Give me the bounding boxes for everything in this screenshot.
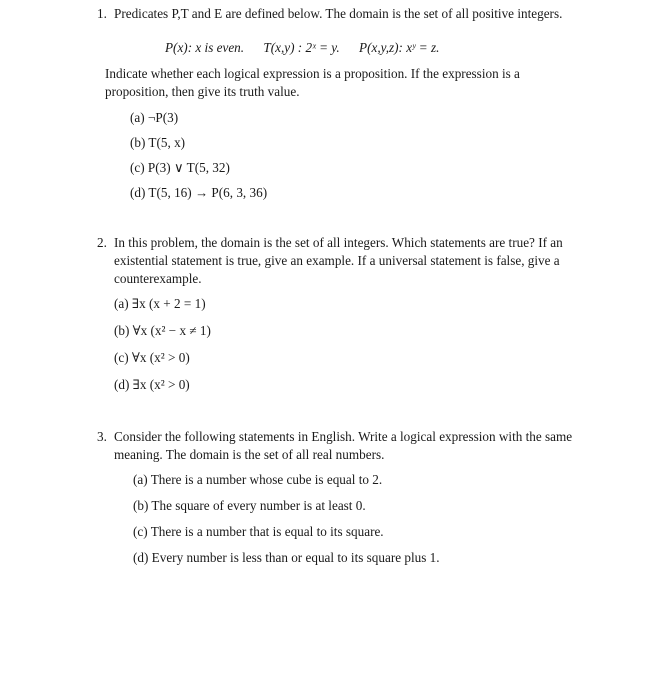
list-item: (a) ¬P(3) bbox=[130, 110, 179, 125]
list-item: (a) There is a number whose cube is equal to 2. bbox=[133, 472, 383, 487]
problem-intro: Consider the following statements in English. Write a logical expression with the same meaning. The domain is the set of all real numbers. bbox=[114, 429, 573, 462]
list-item: (c) P(3) ∨ T(5, 32) bbox=[130, 160, 230, 175]
list-item: (c) ∀x (x² > 0) bbox=[114, 350, 190, 365]
list-item: (c) There is a number that is equal to its square. bbox=[133, 524, 384, 539]
problem-number: 1. bbox=[97, 6, 107, 21]
list-item: (d) Every number is less than or equal to its square plus 1. bbox=[133, 550, 440, 565]
list-item: (b) ∀x (x² − x ≠ 1) bbox=[114, 323, 211, 338]
problem-number: 2. bbox=[97, 235, 107, 250]
problem-intro: Predicates P,T and E are defined below. The domain is the set of all positive integers. bbox=[114, 6, 563, 21]
list-item: (b) The square of every number is at least 0. bbox=[133, 498, 366, 513]
definition-p: P(x): x is even. bbox=[165, 40, 245, 55]
list-item: (b) T(5, x) bbox=[130, 135, 186, 150]
definition-p3: P(x,y,z): xʸ = z. bbox=[359, 40, 440, 55]
problem-number: 3. bbox=[97, 429, 107, 444]
list-item: (d) ∃x (x² > 0) bbox=[114, 377, 190, 392]
predicate-definitions bbox=[165, 39, 439, 57]
list-item: (a) ∃x (x + 2 = 1) bbox=[114, 296, 206, 311]
list-item: (d) T(5, 16) → P(6, 3, 36) bbox=[130, 185, 268, 200]
definition-t: T(x,y) : 2ˣ = y. bbox=[263, 40, 340, 55]
problem-instruction: Indicate whether each logical expression is a proposition. If the expression is a proposition, then give its truth value. bbox=[105, 66, 520, 99]
problem-intro: In this problem, the domain is the set of all integers. Which statements are true? If an existential statement is true, give an example. If a universal statement is false, give a counterexample. bbox=[114, 235, 563, 286]
